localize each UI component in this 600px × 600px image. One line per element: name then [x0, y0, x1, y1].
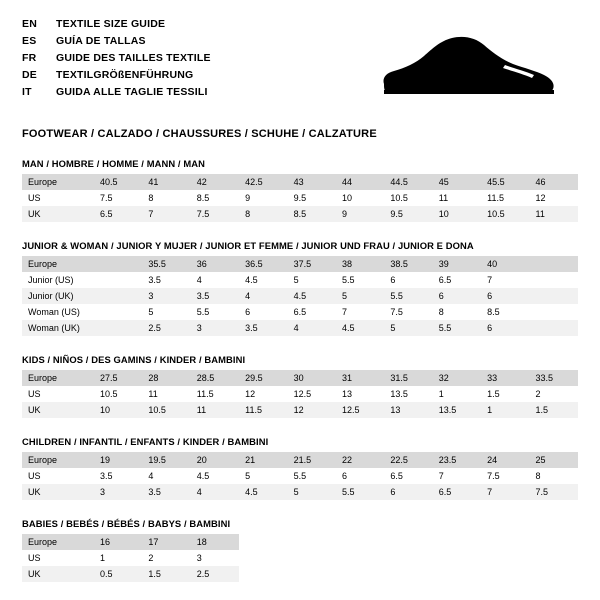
cell: 6.5	[293, 307, 307, 317]
cell-empty	[481, 550, 529, 566]
cell: 21	[239, 452, 287, 468]
row-label: UK	[22, 206, 94, 222]
cell: 9.5	[293, 193, 307, 203]
cell-empty	[239, 534, 287, 550]
cell: 13	[341, 389, 352, 399]
cell: 13.5	[390, 389, 408, 399]
cell-empty	[530, 534, 578, 550]
row-label: UK	[22, 484, 94, 500]
cell: 3.5	[191, 288, 239, 304]
language-code: EN	[22, 18, 37, 30]
table-row	[22, 386, 578, 402]
cell-empty	[384, 566, 432, 582]
cell: 10.5	[390, 193, 408, 203]
size-group-junior-woman	[22, 240, 578, 336]
table-row	[22, 288, 578, 304]
cell: 25	[530, 452, 578, 468]
cell: 13.5	[433, 402, 481, 418]
group-title: BABIES / BEBÉS / BÉBÉS / BABYS / BAMBINI	[22, 518, 231, 529]
cell: 33	[481, 370, 529, 386]
cell-empty	[530, 550, 578, 566]
cell: 6.5	[390, 471, 403, 481]
cell	[94, 256, 142, 272]
cell: 29.5	[239, 370, 287, 386]
cell: 33.5	[530, 370, 578, 386]
cell: 8	[535, 471, 541, 481]
cell: 9	[336, 206, 384, 222]
language-code: DE	[22, 69, 37, 81]
group-title: MAN / HOMBRE / HOMME / MANN / MAN	[22, 158, 205, 169]
cell: 32	[433, 370, 481, 386]
cell: 5	[293, 275, 299, 285]
cell-empty	[530, 566, 578, 582]
row-label: US	[28, 389, 41, 399]
cell	[94, 304, 142, 320]
cell: 10	[433, 206, 481, 222]
cell: 9	[245, 193, 251, 203]
cell: 5	[384, 320, 432, 336]
cell: 22	[336, 452, 384, 468]
cell: 5.5	[196, 307, 210, 317]
cell: 5.5	[433, 320, 481, 336]
cell: 36	[191, 256, 239, 272]
cell: 1.5	[530, 402, 578, 418]
table-row	[22, 190, 578, 206]
cell	[530, 320, 578, 336]
cell-empty	[288, 566, 336, 582]
row-label: Europe	[22, 174, 94, 190]
row-label: US	[28, 471, 41, 481]
cell: 44	[336, 174, 384, 190]
cell: 6	[245, 307, 251, 317]
cell: 4.5	[245, 275, 258, 285]
cell: 4.5	[239, 484, 287, 500]
row-label: Junior (UK)	[22, 288, 94, 304]
cell: 5.5	[341, 275, 355, 285]
size-group-children	[22, 436, 578, 500]
cell	[530, 288, 578, 304]
cell: 3	[196, 553, 202, 563]
cell: 38	[336, 256, 384, 272]
cell-empty	[481, 566, 529, 582]
group-title: JUNIOR & WOMAN / JUNIOR Y MUJER / JUNIOR ET FEMME / JUNIOR UND FRAU / JUNIOR E DONA	[22, 240, 474, 251]
cell: 3	[191, 320, 239, 336]
cell-empty	[433, 550, 481, 566]
cell: 6.5	[94, 206, 142, 222]
cell: 4.5	[336, 320, 384, 336]
cell: 8	[438, 307, 444, 317]
cell: 7.5	[530, 484, 578, 500]
size-group-man	[22, 158, 578, 222]
table-row	[22, 272, 578, 288]
cell-empty	[288, 550, 336, 566]
cell: 37.5	[288, 256, 336, 272]
cell: 0.5	[94, 566, 142, 582]
cell: 10.5	[100, 389, 118, 399]
size-table	[22, 256, 578, 336]
cell: 3.5	[239, 320, 287, 336]
cell: 8.5	[288, 206, 336, 222]
cell: 9.5	[384, 206, 432, 222]
cell: 7.5	[390, 307, 403, 317]
cell: 8.5	[196, 193, 210, 203]
cell: 19	[94, 452, 142, 468]
cell: 4	[239, 288, 287, 304]
cell: 16	[94, 534, 142, 550]
cell: 5	[245, 471, 251, 481]
cell: 12	[288, 402, 336, 418]
cell: 10	[94, 402, 142, 418]
cell	[94, 272, 142, 288]
cell: 7	[481, 484, 529, 500]
cell: 1	[438, 389, 444, 399]
table-row	[22, 256, 578, 272]
cell: 4	[196, 275, 202, 285]
cell: 2.5	[191, 566, 239, 582]
language-row	[22, 50, 211, 67]
cell: 7.5	[191, 206, 239, 222]
cell: 7	[487, 275, 493, 285]
language-title: GUIDA ALLE TAGLIE TESSILI	[56, 86, 208, 98]
cell: 3	[94, 484, 142, 500]
cell: 20	[191, 452, 239, 468]
cell: 43	[288, 174, 336, 190]
row-label: Woman (US)	[28, 307, 80, 317]
cell: 22.5	[384, 452, 432, 468]
cell: 28.5	[191, 370, 239, 386]
cell: 35.5	[142, 256, 190, 272]
table-row	[22, 550, 578, 566]
cell: 19.5	[142, 452, 190, 468]
cell: 5.5	[336, 484, 384, 500]
cell: 7	[142, 206, 190, 222]
cell: 4	[288, 320, 336, 336]
row-label: UK	[22, 402, 94, 418]
cell: 5	[336, 288, 384, 304]
language-title: TEXTILE SIZE GUIDE	[56, 18, 166, 30]
cell: 39	[433, 256, 481, 272]
size-table	[22, 174, 578, 222]
cell: 4.5	[196, 471, 210, 481]
cell: 1	[481, 402, 529, 418]
cell: 13	[384, 402, 432, 418]
cell: 6	[481, 320, 529, 336]
row-label: Europe	[22, 534, 94, 550]
cell: 3.5	[100, 471, 113, 481]
cell: 11	[438, 193, 449, 203]
language-title: GUIDE DES TAILLES TEXTILE	[56, 52, 211, 64]
cell: 38.5	[384, 256, 432, 272]
size-group-kids	[22, 354, 578, 418]
cell: 10	[341, 193, 352, 203]
row-label: US	[28, 193, 41, 203]
cell: 23.5	[433, 452, 481, 468]
cell: 31	[336, 370, 384, 386]
cell: 8	[239, 206, 287, 222]
language-row	[22, 16, 211, 33]
cell: 6	[481, 288, 529, 304]
cell: 46	[530, 174, 578, 190]
row-label: Europe	[22, 452, 94, 468]
table-row	[22, 534, 578, 550]
table-row	[22, 452, 578, 468]
cell: 1	[100, 553, 106, 563]
language-code: FR	[22, 52, 37, 64]
cell-empty	[336, 566, 384, 582]
language-row	[22, 33, 211, 50]
language-title: GUÍA DE TALLAS	[56, 35, 146, 47]
cell-empty	[288, 534, 336, 550]
cell: 11.5	[487, 193, 504, 203]
cell: 7	[341, 307, 347, 317]
cell: 3.5	[148, 275, 161, 285]
cell: 6	[433, 288, 481, 304]
dress-shoe-icon	[372, 32, 562, 102]
cell-empty	[336, 534, 384, 550]
cell: 6	[341, 471, 347, 481]
cell: 45	[433, 174, 481, 190]
cell: 5.5	[384, 288, 432, 304]
cell	[94, 288, 142, 304]
size-group-babies	[22, 518, 578, 582]
cell: 8	[148, 193, 154, 203]
row-label: US	[28, 553, 41, 563]
cell: 7.5	[487, 471, 500, 481]
row-label: Woman (UK)	[22, 320, 94, 336]
cell: 2	[148, 553, 154, 563]
cell: 42.5	[239, 174, 287, 190]
table-row	[22, 402, 578, 418]
cell: 44.5	[384, 174, 432, 190]
table-row	[22, 206, 578, 222]
cell: 11.5	[239, 402, 287, 418]
cell	[530, 304, 578, 320]
cell: 11.5	[196, 389, 214, 399]
cell: 24	[481, 452, 529, 468]
cell-empty	[384, 550, 432, 566]
cell: 5.5	[293, 471, 307, 481]
group-title: KIDS / NIÑOS / DES GAMINS / KINDER / BAMBINI	[22, 354, 246, 365]
cell: 42	[191, 174, 239, 190]
cell	[530, 272, 578, 288]
table-row	[22, 370, 578, 386]
table-row	[22, 174, 578, 190]
size-table	[22, 534, 578, 582]
table-row	[22, 484, 578, 500]
row-label: Junior (US)	[28, 275, 74, 285]
cell: 7	[438, 471, 444, 481]
cell: 40.5	[94, 174, 142, 190]
language-title: TEXTILGRÖßENFÜHRUNG	[56, 69, 194, 81]
language-code: IT	[22, 86, 32, 98]
cell: 27.5	[94, 370, 142, 386]
cell-empty	[336, 550, 384, 566]
cell: 12	[245, 389, 256, 399]
category-title: FOOTWEAR / CALZADO / CHAUSSURES / SCHUHE / CALZATURE	[22, 128, 377, 140]
cell: 4	[191, 484, 239, 500]
table-row	[22, 468, 578, 484]
cell: 11	[148, 389, 158, 399]
cell: 12	[535, 193, 546, 203]
row-label: Europe	[22, 256, 94, 272]
language-row	[22, 84, 211, 101]
size-table	[22, 370, 578, 418]
size-table	[22, 452, 578, 500]
cell: 17	[142, 534, 190, 550]
cell: 6	[390, 275, 396, 285]
cell: 2.5	[142, 320, 190, 336]
table-row	[22, 320, 578, 336]
cell-empty	[433, 566, 481, 582]
cell: 8.5	[487, 307, 500, 317]
cell: 41	[142, 174, 190, 190]
cell	[530, 256, 578, 272]
cell: 1.5	[142, 566, 190, 582]
cell: 6	[384, 484, 432, 500]
cell: 11	[530, 206, 578, 222]
language-row	[22, 67, 211, 84]
cell: 5	[288, 484, 336, 500]
cell-empty	[384, 534, 432, 550]
page-header	[22, 14, 578, 140]
cell: 12.5	[293, 389, 312, 399]
cell: 28	[142, 370, 190, 386]
cell: 1.5	[487, 389, 500, 399]
cell: 11	[191, 402, 239, 418]
cell: 3.5	[142, 484, 190, 500]
cell: 18	[191, 534, 239, 550]
cell: 5	[148, 307, 154, 317]
cell-empty	[239, 550, 287, 566]
cell: 6.5	[438, 275, 452, 285]
cell: 31.5	[384, 370, 432, 386]
cell	[94, 320, 142, 336]
table-row	[22, 304, 578, 320]
table-row	[22, 566, 578, 582]
cell: 10.5	[481, 206, 529, 222]
cell: 6.5	[433, 484, 481, 500]
language-title-list	[22, 16, 211, 101]
cell-empty	[481, 534, 529, 550]
cell: 40	[481, 256, 529, 272]
cell: 7.5	[100, 193, 113, 203]
cell: 4.5	[288, 288, 336, 304]
row-label: Europe	[22, 370, 94, 386]
cell: 30	[288, 370, 336, 386]
cell: 4	[148, 471, 154, 481]
cell: 10.5	[142, 402, 190, 418]
language-code: ES	[22, 35, 37, 47]
cell-empty	[239, 566, 287, 582]
cell-empty	[433, 534, 481, 550]
cell: 2	[535, 389, 541, 399]
row-label: UK	[22, 566, 94, 582]
cell: 12.5	[336, 402, 384, 418]
cell: 21.5	[288, 452, 336, 468]
cell: 45.5	[481, 174, 529, 190]
cell: 36.5	[239, 256, 287, 272]
cell: 3	[142, 288, 190, 304]
group-title: CHILDREN / INFANTIL / ENFANTS / KINDER / BAMBINI	[22, 436, 269, 447]
